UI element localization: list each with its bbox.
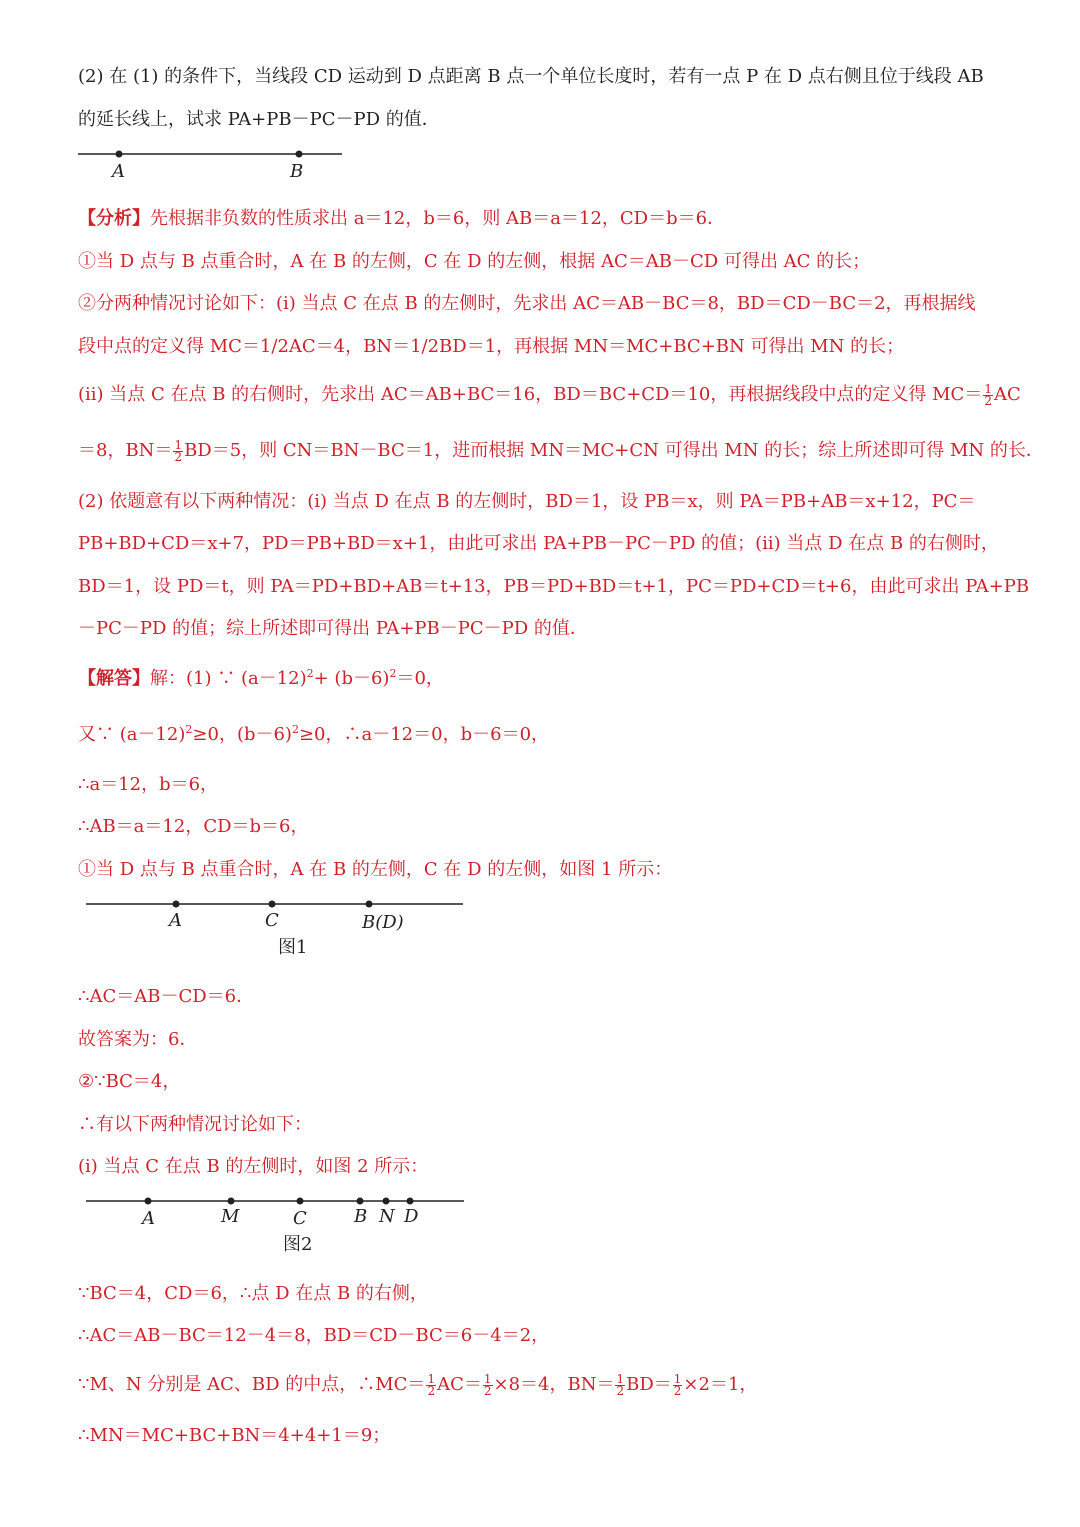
analysis-text-1: 先根据非负数的性质求出 a＝12，b＝6，则 AB＝a＝12，CD＝b＝6． xyxy=(150,208,726,229)
solution-line-5: ①当 D 点与 B 点重合时，A 在 B 的左侧，C 在 D 的左侧，如图 1 所示： xyxy=(78,859,673,880)
solution-text-1a: 解：(1) ∵ (a－12) xyxy=(150,668,307,689)
solution-text-13e: ×2＝1， xyxy=(683,1374,758,1395)
analysis-line-4: 段中点的定义得 MC＝1/2AC＝4，BN＝1/2BD＝1，再根据 MN＝MC+BC+BN 可得出 MN 的长； xyxy=(78,336,905,357)
fig2-label-c: C xyxy=(293,1208,307,1229)
analysis-line-5 xyxy=(78,380,1021,407)
solution-text-1c: ＝0， xyxy=(396,668,444,689)
fig2-label-a: A xyxy=(142,1208,155,1229)
solution-text-2b: ≥0，(b－6) xyxy=(192,724,292,745)
fig1-label-bd: B(D) xyxy=(362,912,404,933)
solution-line-13 xyxy=(78,1370,757,1397)
analysis-line-8: PB+BD+CD＝x+7，PD＝PB+BD＝x+1，由此可求出 PA+PB－PC－PD 的值；(ⅱ) 当点 D 在点 B 的右侧时， xyxy=(78,533,999,554)
solution-tag: 【解答】 xyxy=(78,668,150,689)
analysis-line-9: BD＝1，设 PD＝t，则 PA＝PD+BD+AB＝t+13，PB＝PD+BD＝t+1，PC＝PD+CD＝t+6，由此可求出 PA+PB xyxy=(78,576,1030,597)
analysis-text-6b: BD＝5，则 CN＝BN－BC＝1，进而根据 MN＝MC+CN 可得出 MN 的长；综上所述即可得 MN 的长． xyxy=(184,440,1044,461)
solution-text-1b: + (b－6) xyxy=(313,668,390,689)
fig2-point-b xyxy=(357,1198,364,1205)
solution-text-13d: BD＝ xyxy=(626,1374,672,1395)
label-a: A xyxy=(112,161,125,182)
analysis-text-6a: ＝8，BN＝ xyxy=(78,440,173,461)
fraction-half: $\frac{1}{2}$ xyxy=(616,1371,625,1398)
solution-text-2c: ≥0，∴a－12＝0，b－6＝0， xyxy=(298,724,550,745)
solution-line-12: ∴AC＝AB－BC＝12－4＝8，BD＝CD－BC＝6－4＝2， xyxy=(78,1325,550,1346)
fig2-label-m: M xyxy=(221,1206,240,1227)
exponent: 2 xyxy=(306,667,314,680)
analysis-line-6 xyxy=(78,436,1044,463)
fraction-half: $\frac{1}{2}$ xyxy=(483,1371,492,1398)
point-b xyxy=(296,151,303,158)
analysis-text-5a: (ⅱ) 当点 C 在点 B 的右侧时，先求出 AC＝AB+BC＝16，BD＝BC+CD＝10，再根据线段中点的定义得 MC＝ xyxy=(78,384,983,405)
analysis-line-1 xyxy=(78,204,725,230)
fig1-caption: 图1 xyxy=(278,937,308,958)
analysis-line-2: ①当 D 点与 B 点重合时，A 在 B 的左侧，C 在 D 的左侧，根据 AC＝AB－CD 可得出 AC 的长； xyxy=(78,251,871,272)
solution-line-14: ∴MN＝MC+BC+BN＝4+4+1＝9； xyxy=(78,1425,391,1446)
figure-2 xyxy=(80,1188,470,1263)
fig1-point-bd xyxy=(366,901,373,908)
fig2-label-b: B xyxy=(354,1206,368,1227)
fig1-point-a xyxy=(173,901,180,908)
solution-line-8: ②∵BC＝4， xyxy=(78,1071,181,1092)
solution-line-3: ∴a＝12，b＝6， xyxy=(78,774,219,795)
analysis-line-3: ②分两种情况讨论如下：(ⅰ) 当点 C 在点 B 的左侧时，先求出 AC＝AB－BC＝8，BD＝CD－BC＝2，再根据线 xyxy=(78,293,976,314)
solution-text-2a: 又∵ (a－12) xyxy=(78,724,186,745)
analysis-tag: 【分析】 xyxy=(78,208,150,229)
solution-line-11: ∵BC＝4，CD＝6，∴点 D 在点 B 的右侧， xyxy=(78,1283,428,1304)
fraction-half: $\frac{1}{2}$ xyxy=(427,1371,436,1398)
label-b: B xyxy=(290,161,304,182)
exponent: 2 xyxy=(185,723,193,736)
problem-line-2: 的延长线上，试求 PA+PB－PC－PD 的值． xyxy=(78,109,440,130)
fig2-caption: 图2 xyxy=(283,1234,313,1255)
solution-text-13c: ×8＝4，BN＝ xyxy=(493,1374,615,1395)
figure-segment-ab xyxy=(70,140,360,185)
solution-line-10: (ⅰ) 当点 C 在点 B 的左侧时，如图 2 所示： xyxy=(78,1156,429,1177)
analysis-line-7: (2) 依题意有以下两种情况：(ⅰ) 当点 D 在点 B 的左侧时，BD＝1，设 PB＝x，则 PA＝PB+AB＝x+12，PC＝ xyxy=(78,491,976,512)
exponent: 2 xyxy=(389,667,397,680)
fraction-half: $\frac{1}{2}$ xyxy=(984,381,992,408)
fig1-label-c: C xyxy=(265,910,279,931)
fig2-point-n xyxy=(383,1198,390,1205)
solution-text-13b: AC＝ xyxy=(437,1374,482,1395)
fig2-point-m xyxy=(228,1198,235,1205)
fig2-point-c xyxy=(297,1198,304,1205)
fig2-point-a xyxy=(145,1198,152,1205)
solution-line-6: ∴AC＝AB－CD＝6． xyxy=(78,986,255,1007)
solution-line-4: ∴AB＝a＝12，CD＝b＝6， xyxy=(78,816,309,837)
fig1-point-c xyxy=(269,901,276,908)
fig2-point-d xyxy=(407,1198,414,1205)
solution-line-9: ∴有以下两种情况讨论如下： xyxy=(78,1114,312,1135)
fig2-label-d: D xyxy=(404,1206,419,1227)
fig1-label-a: A xyxy=(169,910,182,931)
fraction-half: $\frac{1}{2}$ xyxy=(174,437,183,464)
solution-line-2 xyxy=(78,720,549,746)
fraction-half: $\frac{1}{2}$ xyxy=(673,1371,682,1398)
analysis-text-5b: AC xyxy=(993,384,1021,405)
exponent: 2 xyxy=(291,723,299,736)
fig2-label-n: N xyxy=(379,1206,395,1227)
analysis-line-10: －PC－PD 的值；综上所述即可得出 PA+PB－PC－PD 的值． xyxy=(78,618,588,639)
figure-1 xyxy=(80,890,470,965)
solution-line-1 xyxy=(78,664,444,690)
point-a xyxy=(116,151,123,158)
solution-line-7: 故答案为：6． xyxy=(78,1029,198,1050)
solution-text-13a: ∵M、N 分别是 AC、BD 的中点，∴MC＝ xyxy=(78,1374,426,1395)
problem-line-1: (2) 在 (1) 的条件下，当线段 CD 运动到 D 点距离 B 点一个单位长度时，若有一点 P 在 D 点右侧且位于线段 AB xyxy=(78,66,984,87)
